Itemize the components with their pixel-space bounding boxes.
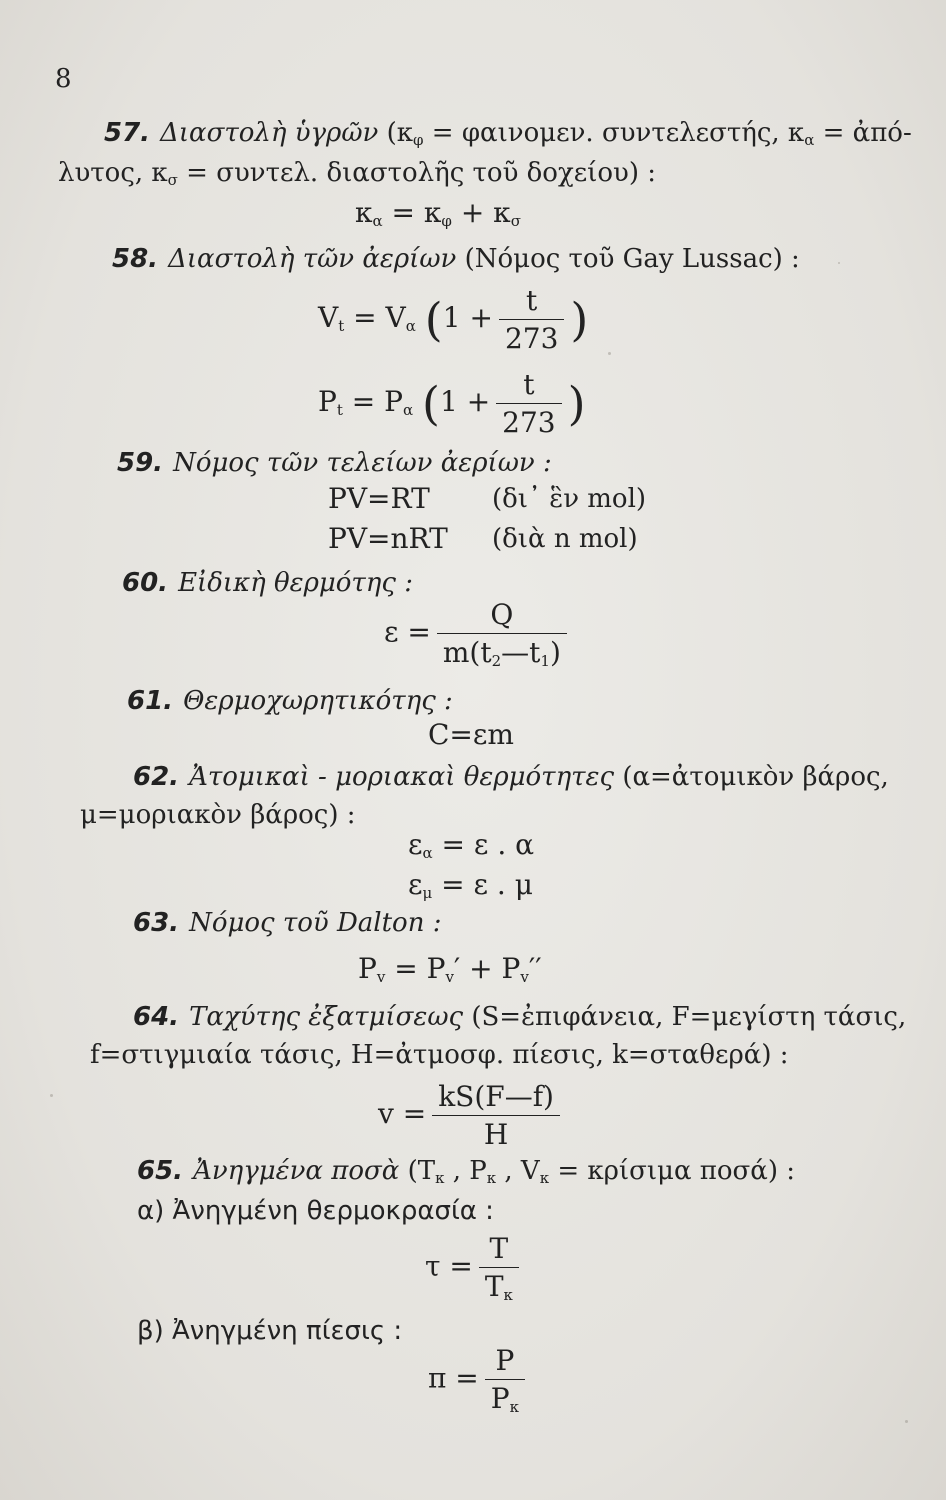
item-63-formula: $P_v = P_v' + P_v''$: [358, 952, 542, 986]
item-64-number: 64.: [133, 1002, 180, 1032]
item-60-formula: ε = $\frac{Q}{m(t_2—t_1)}$: [384, 598, 573, 670]
item-58-formula-pressure: $P_t = P_\alpha$ (1 + $\frac{t}{273}$ ): [318, 368, 586, 439]
item-57-title: Διαστολὴ ὑγρῶν: [160, 118, 379, 148]
item-63-title: Νόμος τοῦ Dalton :: [189, 908, 442, 938]
item-62-note: (α=ἀτομικὸν βάρος,: [622, 762, 889, 792]
item-59-number: 59.: [117, 448, 164, 478]
fraction: $\frac{t}{273}$: [496, 368, 561, 439]
paper-speck: [838, 262, 840, 264]
item-64-formula: v = $\frac{kS(F—f)}{H}$: [378, 1080, 566, 1151]
item-65a-label: α) Ἀνηγμένη θερμοκρασία :: [137, 1196, 494, 1226]
item-62-number: 62.: [133, 762, 180, 792]
item-59-formula-1: PV=RT: [328, 482, 430, 515]
item-62-title: Ἀτομικαὶ - μοριακαὶ θερμότητες: [189, 762, 615, 792]
item-62-line1: [133, 762, 889, 792]
item-59-note-2: (διὰ n mol): [492, 524, 638, 554]
item-60-heading: [122, 568, 413, 598]
item-58-formula-volume: $V_t = V_\alpha$ (1 + $\frac{t}{273}$ ): [318, 284, 589, 355]
item-57-number: 57.: [104, 118, 151, 148]
item-57-formula: $\kappa_\alpha = \kappa_\varphi + \kappa_\sigma$: [355, 196, 521, 230]
item-62-formula-2: $\varepsilon_\mu = \varepsilon$ . μ: [408, 868, 533, 902]
fraction: $\frac{t}{273}$: [499, 284, 564, 355]
item-59-formula-2: PV=nRT: [328, 522, 448, 555]
item-65-title: Ἀνηγμένα ποσὰ: [193, 1156, 400, 1186]
item-64-note: (S=ἐπιφάνεια, F=μεγίστη τάσις,: [471, 1002, 907, 1032]
paper-speck: [905, 1420, 908, 1423]
item-61-title: Θερμοχωρητικότης :: [183, 686, 453, 716]
item-62-formula-1: $\varepsilon_\alpha = \varepsilon$ . α: [408, 828, 535, 862]
item-60-number: 60.: [122, 568, 169, 598]
item-58-heading: [112, 244, 800, 274]
item-64-title: Ταχύτης ἐξατμίσεως: [189, 1002, 464, 1032]
fraction: $\frac{kS(F—f)}{H}$: [432, 1080, 560, 1151]
item-60-title: Εἰδικὴ θερμότης :: [178, 568, 413, 598]
fraction: $\frac{Q}{m(t_2—t_1)}$: [437, 598, 567, 670]
item-65a-formula: τ = $\frac{T}{T_\kappa}$: [425, 1232, 525, 1304]
item-59-note-1: (δι᾿ ἓν mol): [492, 484, 647, 514]
item-65-heading: 65. Ἀνηγμένα ποσὰ ($T_\kappa$ , $P_\kappa$ , $V_\kappa = \kappa\rho ί\sigma\iota\mu\alpha$ ποσά) :: [137, 1156, 795, 1187]
item-61-number: 61.: [127, 686, 174, 716]
item-65b-formula: π = $\frac{P}{P_\kappa}$: [428, 1344, 531, 1416]
item-61-formula: C=εm: [428, 718, 514, 751]
item-65-number: 65.: [137, 1156, 184, 1186]
item-61-heading: [127, 686, 453, 716]
item-64-line1: [133, 1002, 906, 1032]
item-62-line2: μ=μοριακὸν βάρος) :: [80, 800, 356, 830]
item-63-number: 63.: [133, 908, 180, 938]
item-64-line2: f=στιγμιαία τάσις, H=ἀτμοσφ. πίεσις, k=σταθερά) :: [90, 1040, 789, 1070]
item-58-number: 58.: [112, 244, 159, 274]
item-59-heading: [117, 448, 552, 478]
page-number: 8: [55, 64, 72, 94]
item-59-title: Νόμος τῶν τελείων ἀερίων :: [173, 448, 552, 478]
item-57-line1: 57. Διαστολὴ ὑγρῶν ($\kappa_\varphi = \varphi\alpha\iota\nu o\mu\varepsilon\nu$. συντελεστής, $\kappa_\alpha$ = ἀπό-: [104, 118, 912, 149]
fraction: $\frac{T}{T_\kappa}$: [479, 1232, 519, 1304]
paper-speck: [50, 1094, 53, 1097]
paper-speck: [608, 352, 611, 355]
fraction: $\frac{P}{P_\kappa}$: [485, 1344, 525, 1416]
item-58-title: Διαστολὴ τῶν ἀερίων: [168, 244, 457, 274]
item-65b-label: β) Ἀνηγμένη πίεσις :: [137, 1316, 403, 1346]
item-57-line2: λυτος, $\kappa_\sigma = \sigma\upsilon\nu\tau\varepsilon\lambda$. διαστολῆς τοῦ δοχείου) :: [58, 158, 656, 189]
item-58-note: (Νόμος τοῦ Gay Lussac) :: [464, 244, 800, 274]
item-63-heading: [133, 908, 441, 938]
